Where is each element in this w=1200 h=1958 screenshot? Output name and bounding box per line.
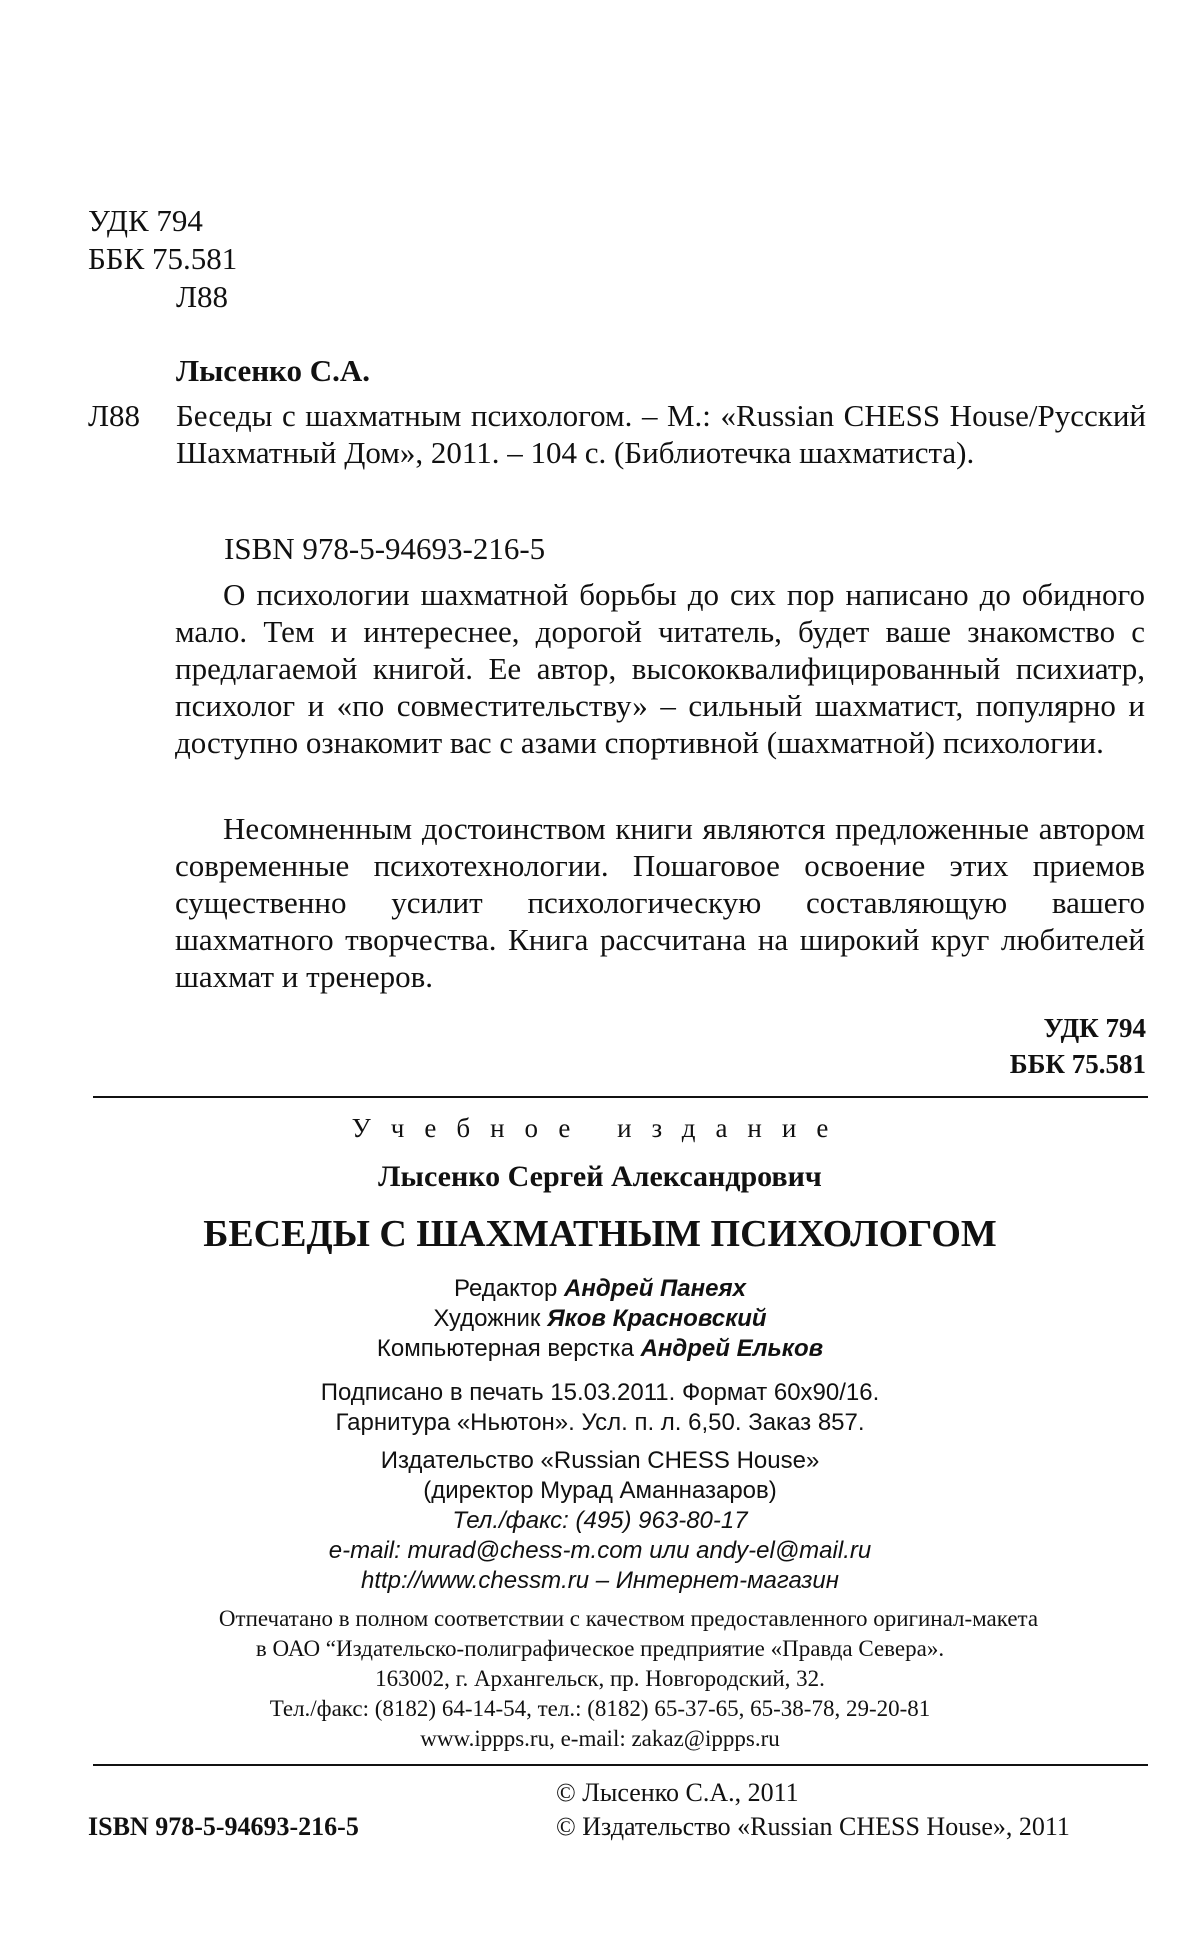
divider-bottom: [93, 1764, 1148, 1766]
email-line: e-mail: murad@chess-m.com или andy-el@mail.ru: [328, 1537, 872, 1564]
signed-line: Подписано в печать 15.03.2011. Формат 60x90/16.: [320, 1379, 880, 1406]
font-line: Гарнитура «Ньютон». Усл. п. л. 6,50. Заказ 857.: [335, 1409, 865, 1436]
artist-label: Художник: [433, 1305, 548, 1332]
edition-type: Учебное издание: [351, 1113, 849, 1143]
phone-line: Тел./факс: (495) 963-80-17: [452, 1507, 748, 1534]
web-line: http://www.chessm.ru – Интернет-магазин: [361, 1567, 839, 1594]
editor-name: Андрей Панеях: [564, 1275, 746, 1302]
copyright-author: © Лысенко С.А., 2011: [556, 1778, 799, 1807]
printer-line-1: Отпечатано в полном соответствии с качеством предоставленного оригинал-макета: [218, 1606, 1039, 1631]
printer-line-3: 163002, г. Архангельск, пр. Новгородский, 32.: [375, 1666, 825, 1691]
publisher-line: Издательство «Russian CHESS House»: [380, 1447, 820, 1474]
abstract-bbk: ББК 75.581: [1009, 1049, 1146, 1079]
layout-name: Андрей Ельков: [640, 1335, 824, 1362]
copyright-publisher: © Издательство «Russian CHESS House», 2011: [556, 1812, 1070, 1841]
printer-line-5: www.ippps.ru, e-mail: zakaz@ippps.ru: [420, 1726, 780, 1751]
editor-label: Редактор: [454, 1275, 565, 1302]
abstract-udk: УДК 794: [1043, 1013, 1146, 1043]
artist-name: Яков Красновский: [547, 1305, 767, 1332]
author-full: Лысенко Сергей Александрович: [378, 1160, 822, 1193]
bib-description: Беседы с шахматным психологом. – М.: «Russian CHESS House/Русский Шахматный Дом», 2011. – 104 с. (Библиотечка шахматиста).: [176, 398, 1146, 470]
book-title: БЕСЕДЫ С ШАХМАТНЫМ ПСИХОЛОГОМ: [203, 1213, 997, 1255]
printer-line-2: в ОАО “Издательско-полиграфическое предприятие «Правда Севера».: [255, 1636, 945, 1661]
isbn-line: ISBN 978-5-94693-216-5: [224, 531, 546, 566]
layout-credit: [80, 1330, 1120, 1367]
divider-top: [93, 1096, 1148, 1098]
director-line: (директор Мурад Аманназаров): [423, 1477, 777, 1504]
footer-isbn: ISBN 978-5-94693-216-5: [88, 1812, 359, 1841]
layout-label: Компьютерная верстка: [376, 1335, 641, 1362]
printer-line-4: Тел./факс: (8182) 64-14-54, тел.: (8182) 65-37-65, 65-38-78, 29-20-81: [269, 1696, 931, 1721]
udk-code: УДК 794: [88, 203, 203, 238]
author-mark: Л88: [176, 279, 229, 314]
bbk-code: ББК 75.581: [88, 241, 238, 276]
author-short: Лысенко С.А.: [176, 353, 371, 388]
author-mark-2: Л88: [88, 398, 141, 433]
abstract-paragraph-2: Несомненным достоинством книги являются предложенные автором современные психотехнологии. Пошаговое освоение этих приемов существенно усилит психологическую составляющую вашего шахматного творчества. Книга рассчитана на широкий круг любителей шахмат и тренеров.: [175, 811, 1145, 994]
abstract-paragraph-1: О психологии шахматной борьбы до сих пор написано до обидного мало. Тем и интереснее, дорогой читатель, будет ваше знакомство с предлагаемой книгой. Ее автор, высококвалифицированный психиатр, психолог и «по совместительству» – сильный шахматист, популярно и доступно ознакомит вас с азами спортивной (шахматной) психологии.: [175, 577, 1145, 760]
